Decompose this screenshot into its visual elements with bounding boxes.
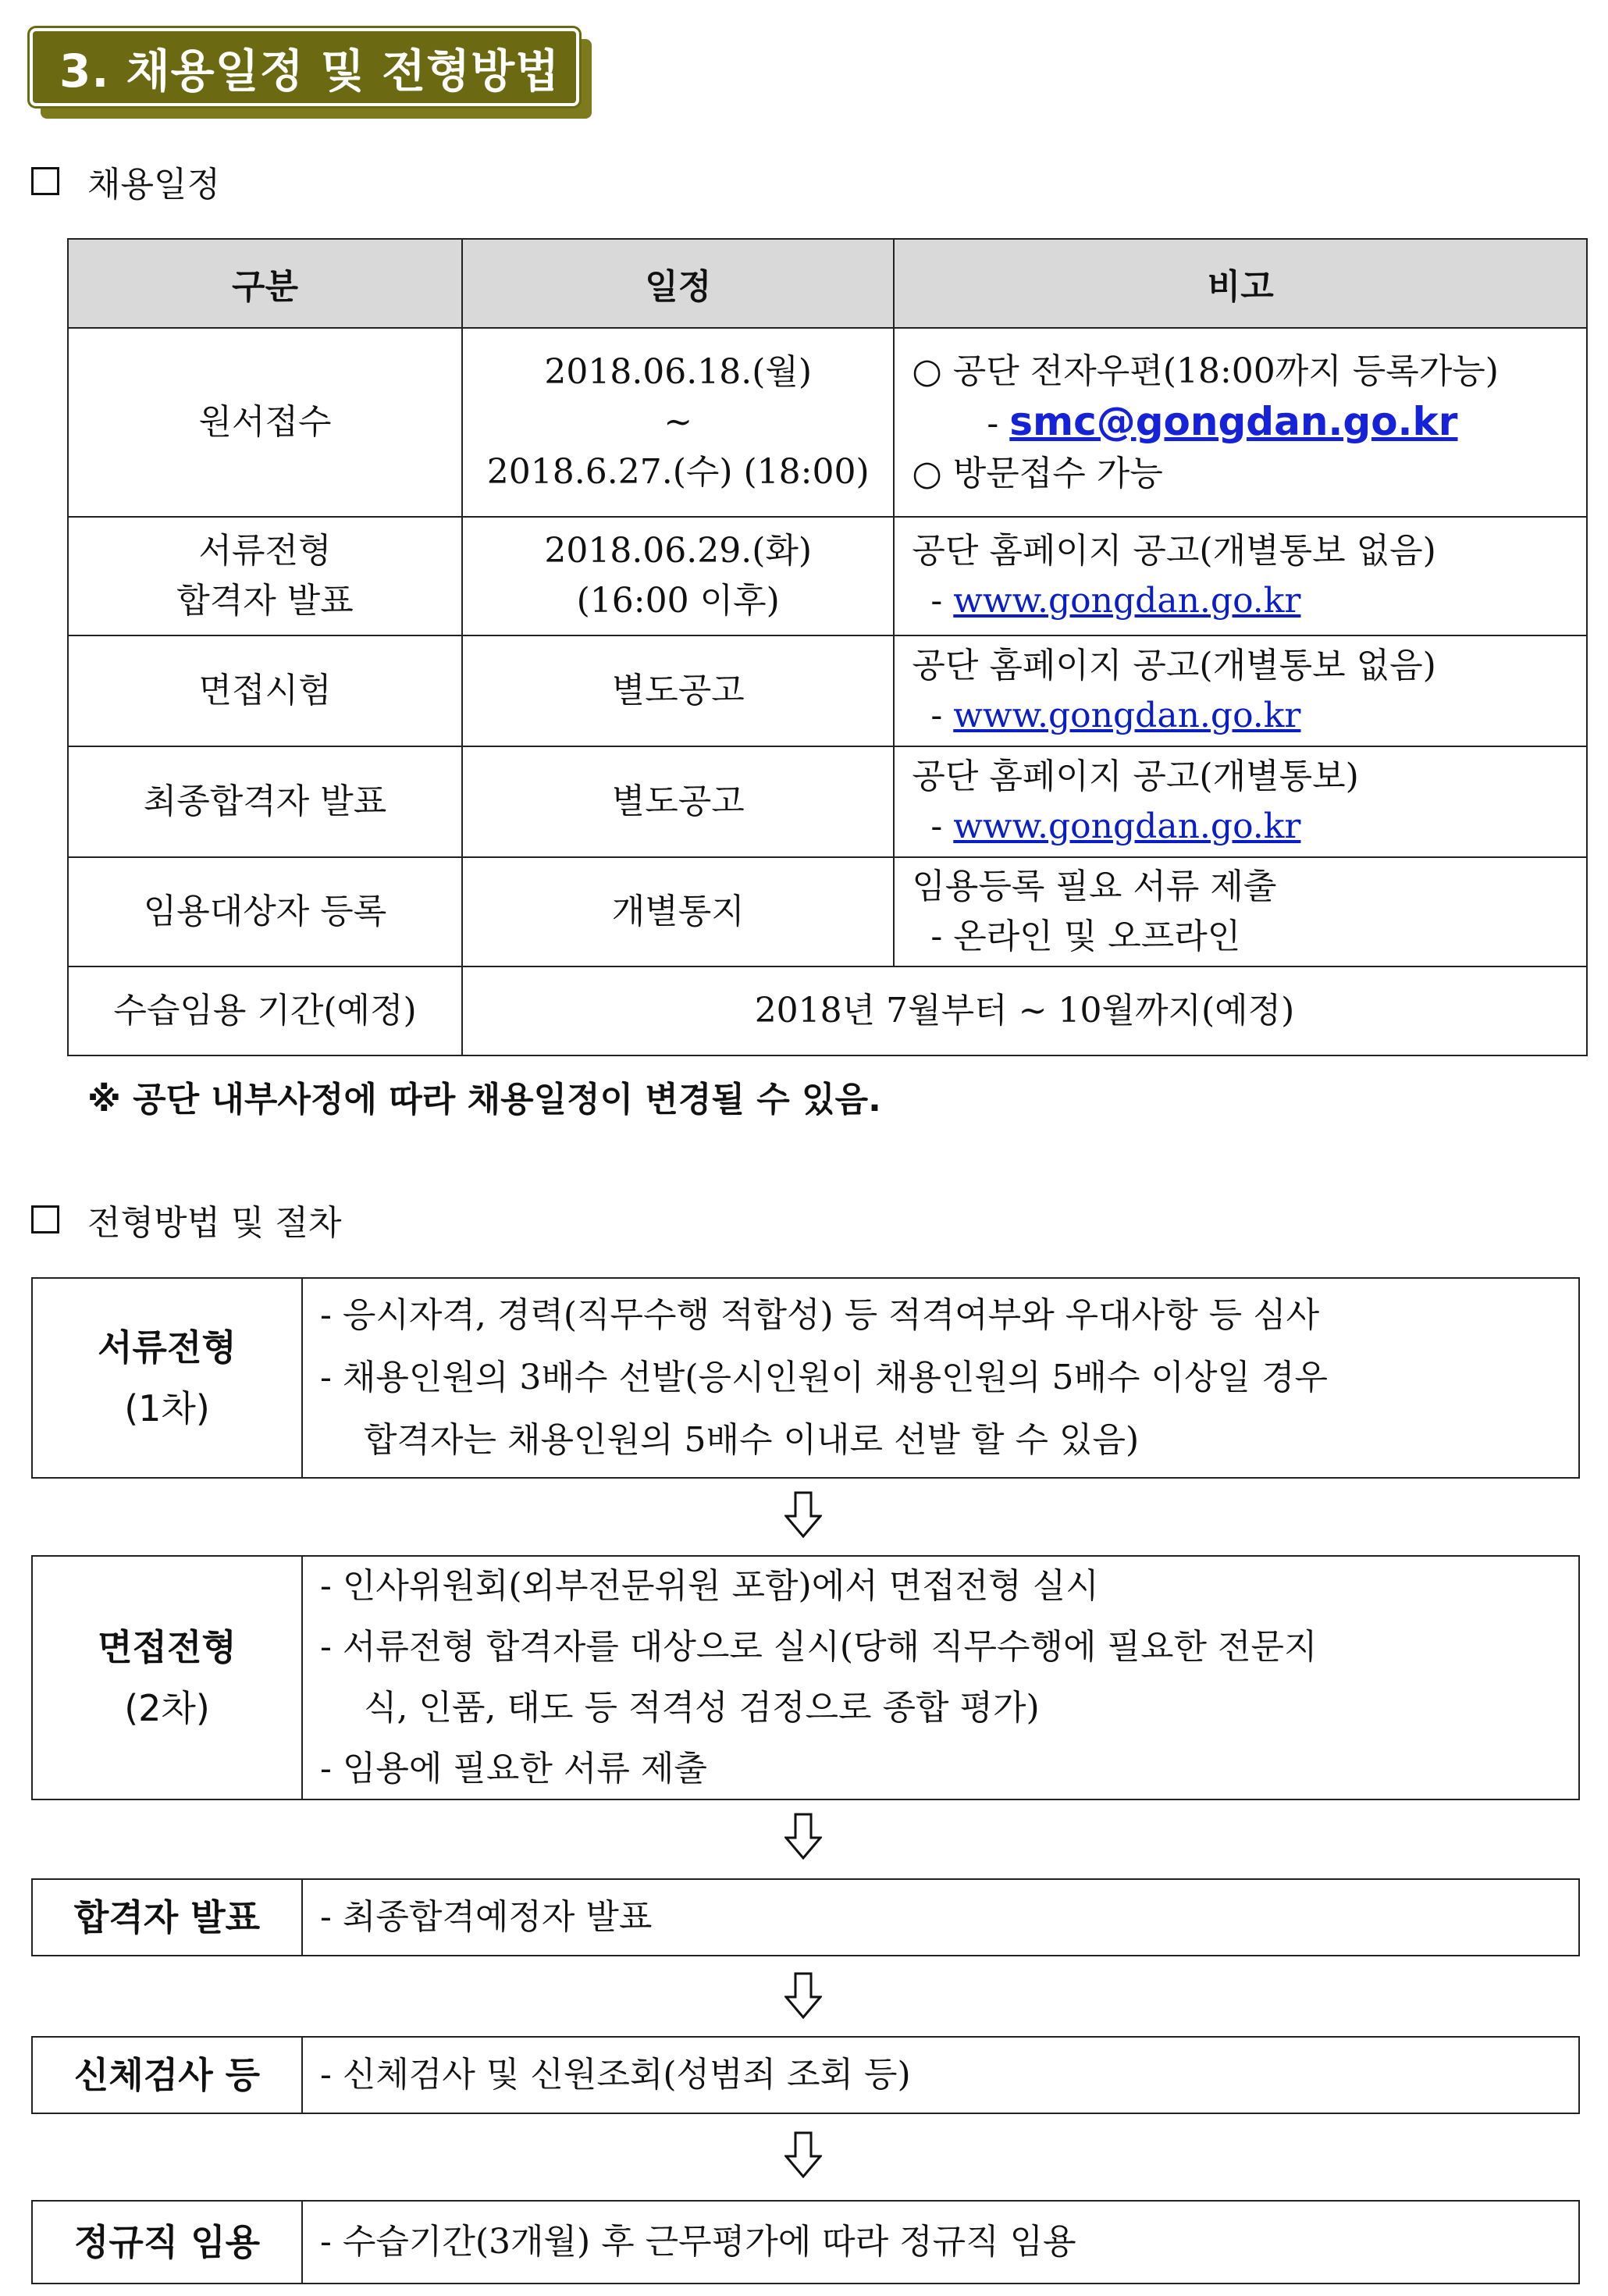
table-row <box>68 746 1587 857</box>
process-step-announcement <box>31 1878 1580 1956</box>
step-line: - 임용에 필요한 서류 제출 <box>320 1749 707 1789</box>
website-link[interactable]: www.gongdan.go.kr <box>953 806 1301 846</box>
date-line: 2018.6.27.(수) (18:00) <box>486 452 870 492</box>
category-cell: 면접시험 <box>68 635 462 746</box>
note-line: 공단 홈페이지 공고(개별통보 없음) <box>912 646 1436 685</box>
note-cell <box>894 746 1587 857</box>
note-line: 공단 홈페이지 공고(개별통보 없음) <box>912 531 1436 571</box>
table-header-row <box>68 239 1587 328</box>
category-cell: 원서접수 <box>68 328 462 517</box>
table-row <box>68 517 1587 635</box>
step-label: 합격자 발표 <box>33 1880 303 1955</box>
note-line: - 온라인 및 오프라인 <box>930 917 1241 956</box>
schedule-section-heading <box>31 156 220 206</box>
note-cell <box>894 857 1587 966</box>
step-label-line: (2차) <box>124 1687 210 1729</box>
process-step-interview <box>31 1555 1580 1800</box>
date-line: ~ <box>663 402 693 442</box>
table-row <box>68 328 1587 517</box>
step-label-line: (1차) <box>124 1387 210 1429</box>
category-cell: 수습임용 기간(예정) <box>68 966 462 1055</box>
step-line: - 최종합격예정자 발표 <box>320 1897 653 1937</box>
table-row <box>68 966 1587 1055</box>
section-title-banner <box>30 28 592 119</box>
step-label <box>33 1279 303 1477</box>
website-link[interactable]: www.gongdan.go.kr <box>953 696 1301 735</box>
checkbox-icon <box>31 167 59 195</box>
step-body <box>303 1880 1578 1955</box>
page-title: 3. 채용일정 및 전형방법 <box>59 44 560 98</box>
email-link[interactable]: smc@gongdan.go.kr <box>1009 398 1458 444</box>
note-line: 임용등록 필요 서류 제출 <box>912 867 1277 906</box>
down-arrow-icon <box>784 1491 822 1538</box>
date-cell: 별도공고 <box>462 746 894 857</box>
date-cell <box>462 328 894 517</box>
date-line: 2018.06.29.(화) <box>544 531 813 571</box>
date-cell: 개별통지 <box>462 857 894 966</box>
step-line: - 수습기간(3개월) 후 근무평가에 따라 정규직 임용 <box>320 2222 1076 2262</box>
column-header: 비고 <box>894 239 1587 328</box>
category-cell: 최종합격자 발표 <box>68 746 462 857</box>
step-label: 정규직 임용 <box>33 2202 303 2283</box>
step-line: 합격자는 채용인원의 5배수 이내로 선발 할 수 있음) <box>364 1420 1140 1460</box>
email-line: - smc@gongdan.go.kr <box>987 398 1458 444</box>
step-body <box>303 2038 1578 2113</box>
date-line: (16:00 이후) <box>576 581 780 621</box>
step-label: 신체검사 등 <box>33 2038 303 2113</box>
url-line: - www.gongdan.go.kr <box>930 581 1301 621</box>
process-step-health-check <box>31 2036 1580 2114</box>
note-cell <box>894 635 1587 746</box>
down-arrow-icon <box>784 1813 822 1860</box>
step-line: - 응시자격, 경력(직무수행 적합성) 등 적격여부와 우대사항 등 심사 <box>320 1295 1320 1335</box>
merged-cell: 2018년 7월부터 ~ 10월까지(예정) <box>462 966 1587 1055</box>
category-line: 서류전형 <box>198 531 332 571</box>
url-line: - www.gongdan.go.kr <box>930 696 1301 735</box>
website-link[interactable]: www.gongdan.go.kr <box>953 581 1301 621</box>
note-cell <box>894 517 1587 635</box>
process-step-regular-appointment <box>31 2200 1580 2284</box>
step-body <box>303 1279 1578 1477</box>
column-header: 구분 <box>68 239 462 328</box>
step-label-line: 면접전형 <box>98 1626 237 1668</box>
note-cell <box>894 328 1587 517</box>
step-line: - 채용인원의 3배수 선발(응시인원이 채용인원의 5배수 이상일 경우 <box>320 1358 1329 1397</box>
process-step-document-screening <box>31 1277 1580 1479</box>
category-cell: 임용대상자 등록 <box>68 857 462 966</box>
step-line: - 신체검사 및 신원조회(성범죄 조회 등) <box>320 2055 911 2095</box>
step-label-line: 서류전형 <box>98 1326 237 1369</box>
schedule-table <box>67 238 1588 1056</box>
category-line: 합격자 발표 <box>176 581 354 621</box>
date-line: 2018.06.18.(월) <box>544 352 813 392</box>
schedule-heading-text: 채용일정 <box>87 165 221 205</box>
process-heading-text: 전형방법 및 절차 <box>87 1203 342 1243</box>
process-section-heading <box>31 1194 342 1244</box>
table-row <box>68 857 1587 966</box>
date-cell <box>462 517 894 635</box>
category-cell <box>68 517 462 635</box>
step-line: - 인사위원회(외부전문위원 포함)에서 면접전형 실시 <box>320 1566 1099 1606</box>
note-line: ○ 공단 전자우편(18:00까지 등록가능) <box>912 351 1499 391</box>
note-line: ○ 방문접수 가능 <box>912 453 1163 493</box>
url-line: - www.gongdan.go.kr <box>930 806 1301 846</box>
schedule-notice: ※ 공단 내부사정에 따라 채용일정이 변경될 수 있음. <box>87 1080 881 1120</box>
step-body <box>303 2202 1578 2283</box>
checkbox-icon <box>31 1205 59 1233</box>
table-row <box>68 635 1587 746</box>
date-cell: 별도공고 <box>462 635 894 746</box>
down-arrow-icon <box>784 1972 822 2019</box>
column-header: 일정 <box>462 239 894 328</box>
step-label <box>33 1557 303 1799</box>
step-line: 식, 인품, 태도 등 적격성 검정으로 종합 평가) <box>364 1688 1040 1728</box>
down-arrow-icon <box>784 2131 822 2178</box>
note-line: 공단 홈페이지 공고(개별통보) <box>912 756 1359 796</box>
step-line: - 서류전형 합격자를 대상으로 실시(당해 직무수행에 필요한 전문지 <box>320 1627 1318 1667</box>
title-box <box>30 28 579 106</box>
step-body <box>303 1557 1578 1799</box>
